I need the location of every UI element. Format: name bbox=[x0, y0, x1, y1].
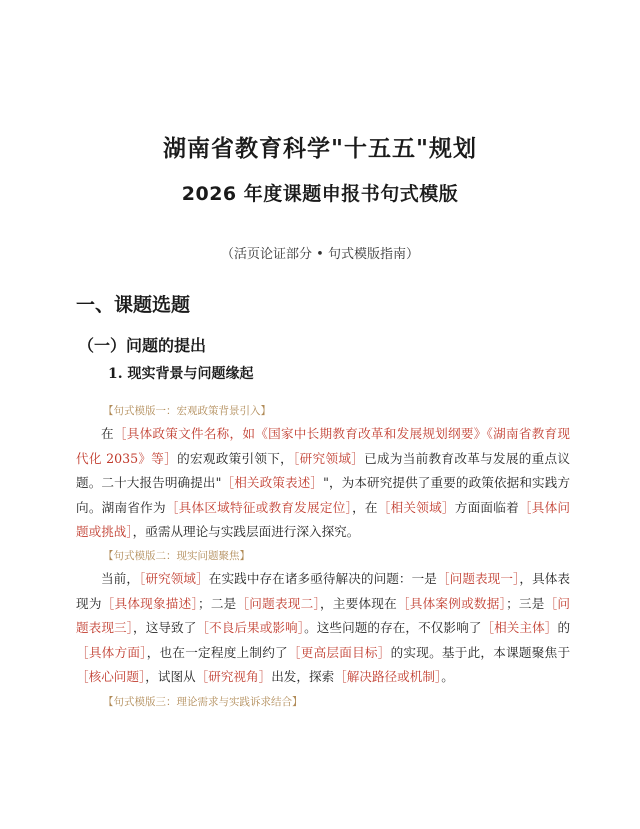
document-title: 湖南省教育科学"十五五"规划 bbox=[163, 136, 477, 162]
body-text: 当前， bbox=[101, 571, 140, 586]
placeholder-field: ［不良后果或影响］ bbox=[196, 620, 305, 635]
placeholder-field: ［具体区域特征或教育发展定位］ bbox=[165, 499, 353, 515]
body-text: ，亟需从理论与实践层面进行深入探究。 bbox=[132, 524, 360, 539]
body-text: "，为本研究提供了重要的政策依据和实践方向。湖南省作为 bbox=[76, 475, 571, 515]
body-text: ，也在一定程度上制约了 bbox=[146, 644, 288, 660]
placeholder-field: ［具体案例或数据］ bbox=[396, 595, 507, 611]
body-text: 。 bbox=[441, 669, 454, 684]
placeholder-field: ［研究领域］ bbox=[293, 450, 365, 466]
body-text: 在 bbox=[101, 426, 114, 441]
body-text: ；二是 bbox=[197, 595, 237, 611]
body-text: ，在 bbox=[352, 499, 378, 515]
placeholder-field: ［相关政策表述］ bbox=[221, 475, 324, 490]
template-paragraph-1 bbox=[76, 422, 570, 545]
placeholder-field: ［具体问题或挑战］ bbox=[76, 499, 571, 539]
document-note: （活页论证部分 • 句式模版指南） bbox=[221, 247, 419, 262]
placeholder-field: ［相关主体］ bbox=[481, 620, 558, 635]
body-text: ，试图从 bbox=[145, 669, 196, 684]
placeholder-field: ［具体方面］ bbox=[76, 644, 147, 660]
body-text: 方面面临着 bbox=[454, 499, 519, 515]
document-subtitle-year: 2026 年度课题申报书句式模版 bbox=[181, 183, 459, 205]
template-tag-2: 【句式模版二：现实问题聚焦】 bbox=[103, 550, 250, 562]
placeholder-field: ［更高层面目标］ bbox=[287, 644, 391, 660]
template-paragraph-2 bbox=[76, 567, 570, 690]
placeholder-field: ［具体现象描述］ bbox=[101, 595, 198, 611]
body-text: 的实现。基于此，本课题聚焦于 bbox=[390, 644, 571, 660]
placeholder-field: ［研究视角］ bbox=[195, 669, 272, 684]
item-heading: 1. 现实背景与问题缘起 bbox=[108, 366, 254, 382]
placeholder-field: ［问题表现三］ bbox=[76, 595, 570, 635]
placeholder-field: ［核心问题］ bbox=[76, 669, 146, 684]
placeholder-field: ［研究领域］ bbox=[139, 571, 209, 586]
template-tag-1: 【句式模版一：宏观政策背景引入】 bbox=[103, 405, 271, 417]
placeholder-field: ［相关领域］ bbox=[377, 499, 455, 515]
body-text: 。这些问题的存在，不仅影响了 bbox=[304, 620, 482, 635]
body-text: ，具体表现为 bbox=[76, 571, 571, 611]
section-heading: 一、课题选题 bbox=[76, 294, 191, 316]
body-text: 的 bbox=[557, 620, 571, 635]
placeholder-field: ［问题表现二］ bbox=[236, 595, 320, 611]
body-text: ；三是 bbox=[506, 595, 545, 611]
body-text: 已成为当前教育改革与发展的重点议题。二十大报告明确提出" bbox=[76, 450, 571, 490]
body-text: 在实践中存在诸多亟待解决的问题：一是 bbox=[208, 571, 437, 586]
placeholder-field: ［具体政策文件名称，如《国家中长期教育改革和发展规划纲要》《湖南省教育现代化 2035》等］ bbox=[76, 426, 571, 466]
body-text: 的宏观政策引领下， bbox=[177, 450, 294, 466]
template-tag-3: 【句式模版三：理论需求与实践诉求结合】 bbox=[103, 696, 303, 708]
body-text: 出发，探索 bbox=[271, 669, 335, 684]
placeholder-field: ［问题表现一］ bbox=[436, 571, 520, 586]
placeholder-field: ［解决路径或机制］ bbox=[334, 669, 442, 684]
subsection-heading: （一）问题的提出 bbox=[78, 336, 207, 355]
body-text: ，这导致了 bbox=[133, 620, 197, 635]
body-text: ，主要体现在 bbox=[319, 595, 397, 611]
